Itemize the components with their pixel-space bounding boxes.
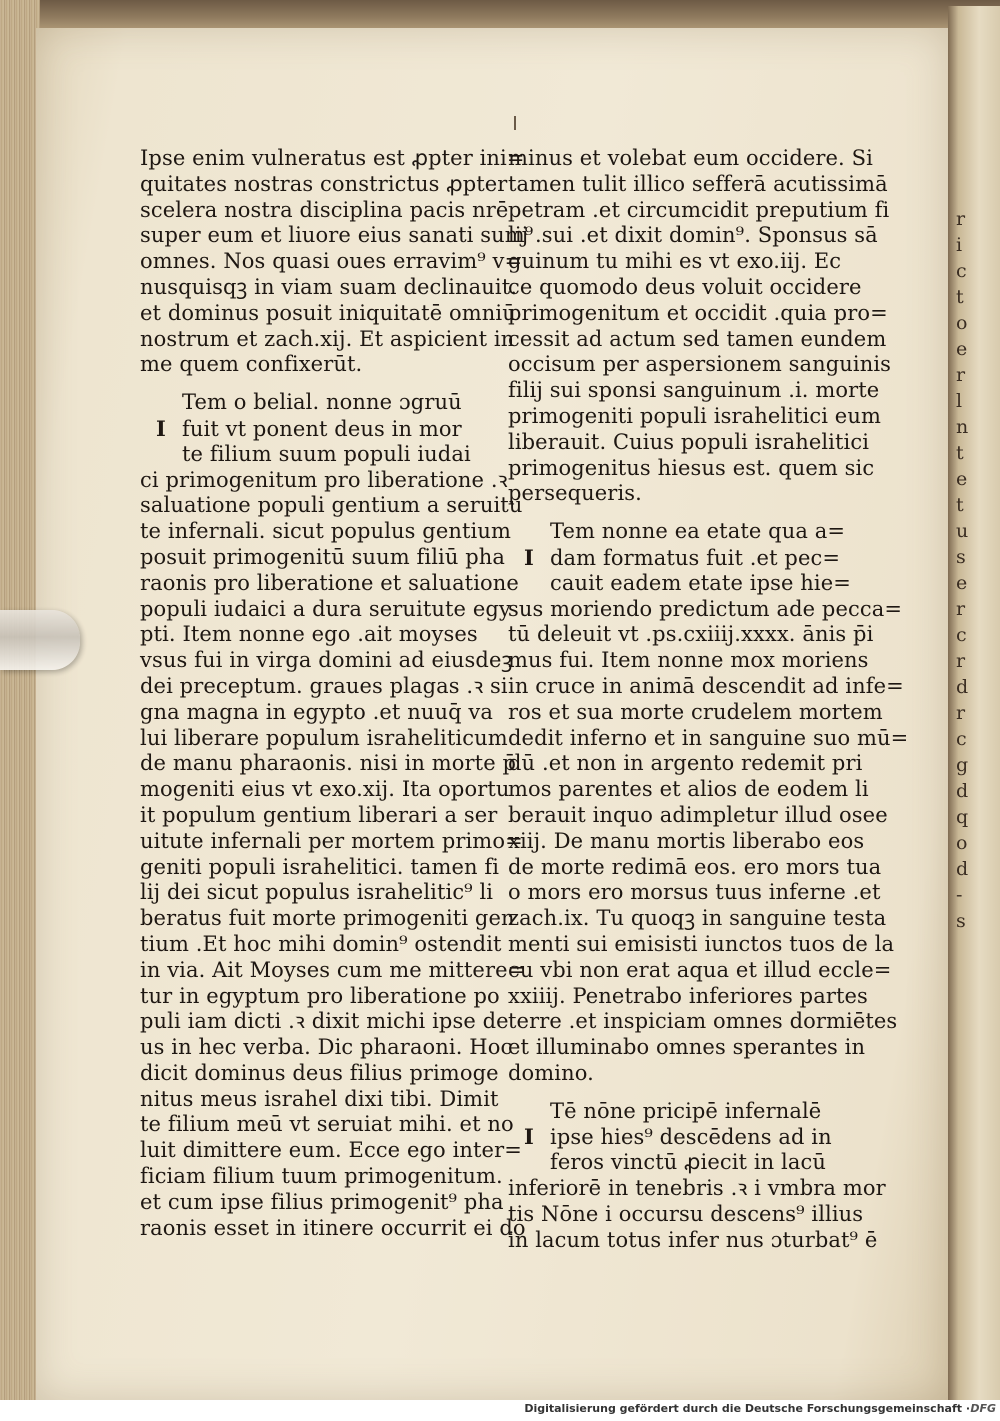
text-line: domino. <box>508 1060 594 1085</box>
text-line <box>508 571 868 597</box>
text-line: pti. Item nonne ego .ait moyses <box>140 622 478 647</box>
margin-mark <box>514 116 516 130</box>
text-line: it populum gentium liberari a ser <box>140 802 498 827</box>
text-line: cu vbi non erat aqua et illud eccle= <box>508 957 892 982</box>
text-line-text: feros vinctū ꝓiecit in lacū <box>550 1150 826 1175</box>
text-line: persequeris. <box>508 481 642 506</box>
text-line: in lacum totus infer nus ɔturbat⁹ ē <box>508 1227 878 1252</box>
text-line: dicit dominus deus filius primoge <box>140 1060 499 1085</box>
text-line: nostrum et zach.xij. Et aspicient in <box>140 326 515 351</box>
text-line: et cum ipse filius primogenit⁹ pha <box>140 1189 504 1214</box>
text-line <box>508 1150 868 1176</box>
text-line: ros et sua morte crudelem mortem <box>508 699 883 724</box>
text-line: ci primogenitum pro liberatione .ꝛ <box>140 467 508 492</box>
text-line: saluatione populi gentium a seruitu <box>140 493 523 518</box>
text-line: puli iam dicti .ꝛ dixit michi ipse de <box>140 1009 509 1034</box>
paragraph-first-line <box>508 519 868 545</box>
text-line-text: fuit vt ponent deus in mor <box>182 416 462 441</box>
paragraph-first-line-text: Tē nōne pricipē infernalē <box>550 1098 822 1123</box>
text-line: de manu pharaonis. nisi in morte p̄ <box>140 751 517 776</box>
text-line: in cruce in animā descendit ad infe= <box>508 673 904 698</box>
text-line: sus moriendo predictum ade pecca= <box>508 596 903 621</box>
text-line: o mors ero morsus tuus inferne .et <box>508 880 881 905</box>
paragraph-first-line <box>508 1099 868 1125</box>
text-line: ficiam filium tuum primogenitum. <box>140 1164 503 1189</box>
text-line: tamen tulit illico sefferā acutissimā <box>508 171 888 196</box>
paragraph-first-line-text: Tem o belial. nonne ɔgruū <box>182 390 462 415</box>
text-line: terre .et inspiciam omnes dormiētes <box>508 1009 898 1034</box>
text-line: de morte redimā eos. ero mors tua <box>508 854 882 879</box>
text-line: me quem confixerūt. <box>140 352 363 377</box>
paragraph-gap <box>508 507 868 519</box>
text-line: et illuminabo omnes sperantes in <box>508 1035 866 1060</box>
text-line: lij dei sicut populus israhelitic⁹ li <box>140 880 494 905</box>
dfg-logo: DFG <box>970 1402 996 1415</box>
facing-page-edge <box>948 6 1000 1400</box>
text-line: mogeniti eius vt exo.xij. Ita oportu <box>140 777 510 802</box>
funding-credit: Digitalisierung gefördert durch die Deutsche Forschungsgemeinschaft · <box>524 1402 970 1415</box>
text-line: omnes. Nos quasi oues erravim⁹ v= <box>140 249 523 274</box>
text-line: populi iudaici a dura seruitute egy <box>140 596 511 621</box>
text-line: Ipse enim vulneratus est ꝓpter ini= <box>140 146 525 170</box>
text-line: primogeniti populi israhelitici eum <box>508 403 881 428</box>
stacked-page-edges <box>0 0 40 1400</box>
text-line: zach.ix. Tu quoqꝫ in sanguine testa <box>508 906 887 931</box>
text-line: in via. Ait Moyses cum me mittere= <box>140 957 526 982</box>
text-line: primogenitum et occidit .quia pro= <box>508 300 888 325</box>
text-line: raonis pro liberatione et saluatione <box>140 570 519 595</box>
text-line-text: te filium suum populi iudai <box>182 441 471 466</box>
page-clip <box>0 610 80 670</box>
text-line: gna magna in egypto .et nuuq̄ va <box>140 699 494 724</box>
facing-page-text: r i c t o e r l n t e t u s e r c r d r c g d q o d - s <box>956 208 969 932</box>
left-text-column <box>140 146 534 1241</box>
text-line: nusquisqꝫ in viam suam declinauit. <box>140 274 518 299</box>
paragraph-gap <box>140 378 500 390</box>
text-line: lui liberare populum israheliticum <box>140 725 508 750</box>
text-line: super eum et liuore eius sanati sum⁹ <box>140 223 534 248</box>
paragraph-first-line-text: Tem nonne ea etate qua a= <box>550 519 846 544</box>
paragraph-gap <box>508 1087 868 1099</box>
text-line: us in hec verba. Dic pharaoni. Hoc <box>140 1035 513 1060</box>
text-line: uitute infernali per mortem primo= <box>140 828 523 853</box>
right-text-column <box>508 146 909 1253</box>
text-line: dedit inferno et in sanguine suo mū= <box>508 725 909 750</box>
text-line: inferiorē in tenebris .ꝛ i vmbra mor <box>508 1176 886 1201</box>
text-line <box>508 545 868 571</box>
text-line: liberauit. Cuius populi israhelitici <box>508 429 870 454</box>
text-line-text: cauit eadem etate ipse hie= <box>550 570 851 595</box>
digitization-footer <box>0 1400 1000 1421</box>
text-line-text: ipse hies⁹ descēdens ad in <box>550 1125 832 1150</box>
text-line: tur in egyptum pro liberatione po <box>140 983 500 1008</box>
text-line: xiij. De manu mortis liberabo eos <box>508 828 865 853</box>
text-line: beratus fuit morte primogeniti gen <box>140 906 515 931</box>
text-line-text: dam formatus fuit .et pec= <box>550 545 841 570</box>
text-line: primogenitus hiesus est. quem sic <box>508 455 875 480</box>
text-line: occisum per aspersionem sanguinis <box>508 352 892 377</box>
text-line: scelera nostra disciplina pacis nrē <box>140 197 509 222</box>
paragraph-first-line <box>140 390 500 416</box>
text-line: nitus meus israhel dixi tibi. Dimit <box>140 1086 499 1111</box>
text-line: quitates nostras constrictus ꝓpter <box>140 171 508 196</box>
text-line: mus fui. Item nonne mox moriens <box>508 648 869 673</box>
text-line: petram .et circumcidit preputium fi <box>508 197 890 222</box>
text-line: geniti populi israhelitici. tamen fi <box>140 854 500 879</box>
text-line: vsus fui in virga domini ad eiusdeꝫ <box>140 648 513 673</box>
guide-letter: I <box>156 415 166 441</box>
text-line <box>140 416 500 442</box>
text-line: tū deleuit vt .ps.cxiiij.xxxx. ānis p̄i <box>508 622 874 647</box>
text-line: raonis esset in itinere occurrit ei do <box>140 1215 526 1240</box>
text-line <box>508 1124 868 1150</box>
text-line: filij sui sponsi sanguinum .i. morte <box>508 378 880 403</box>
text-line: minus et volebat eum occidere. Si <box>508 146 873 170</box>
text-line: berauit inquo adimpletur illud osee <box>508 802 888 827</box>
text-line: et dominus posuit iniquitatē omniū <box>140 300 516 325</box>
text-line: guinum tu mihi es vt exo.iij. Ec <box>508 249 842 274</box>
text-line: menti sui emisisti iunctos tuos de la <box>508 931 895 956</box>
guide-letter: I <box>524 544 534 570</box>
text-line: ce quomodo deus voluit occidere <box>508 274 862 299</box>
text-line: te filium meū vt seruiat mihi. et no <box>140 1112 514 1137</box>
text-line: posuit primogenitū suum filiū pha <box>140 544 506 569</box>
text-line: mos parentes et alios de eodem li <box>508 777 869 802</box>
text-line: te infernali. sicut populus gentium <box>140 519 511 544</box>
text-line: luit dimittere eum. Ecce ego inter= <box>140 1138 522 1163</box>
text-line: cessit ad actum sed tamen eundem <box>508 326 887 351</box>
text-line: lij .sui .et dixit domin⁹. Sponsus sā <box>508 223 878 248</box>
text-line: xxiiij. Penetrabo inferiores partes <box>508 983 868 1008</box>
text-line: tis Nōne i occursu descens⁹ illius <box>508 1201 864 1226</box>
guide-letter: I <box>524 1124 534 1150</box>
text-line: dū .et non in argento redemit pri <box>508 751 863 776</box>
text-line: dei preceptum. graues plagas .ꝛ si <box>140 673 508 698</box>
text-line: tium .Et hoc mihi domin⁹ ostendit <box>140 931 502 956</box>
text-line <box>140 442 500 468</box>
